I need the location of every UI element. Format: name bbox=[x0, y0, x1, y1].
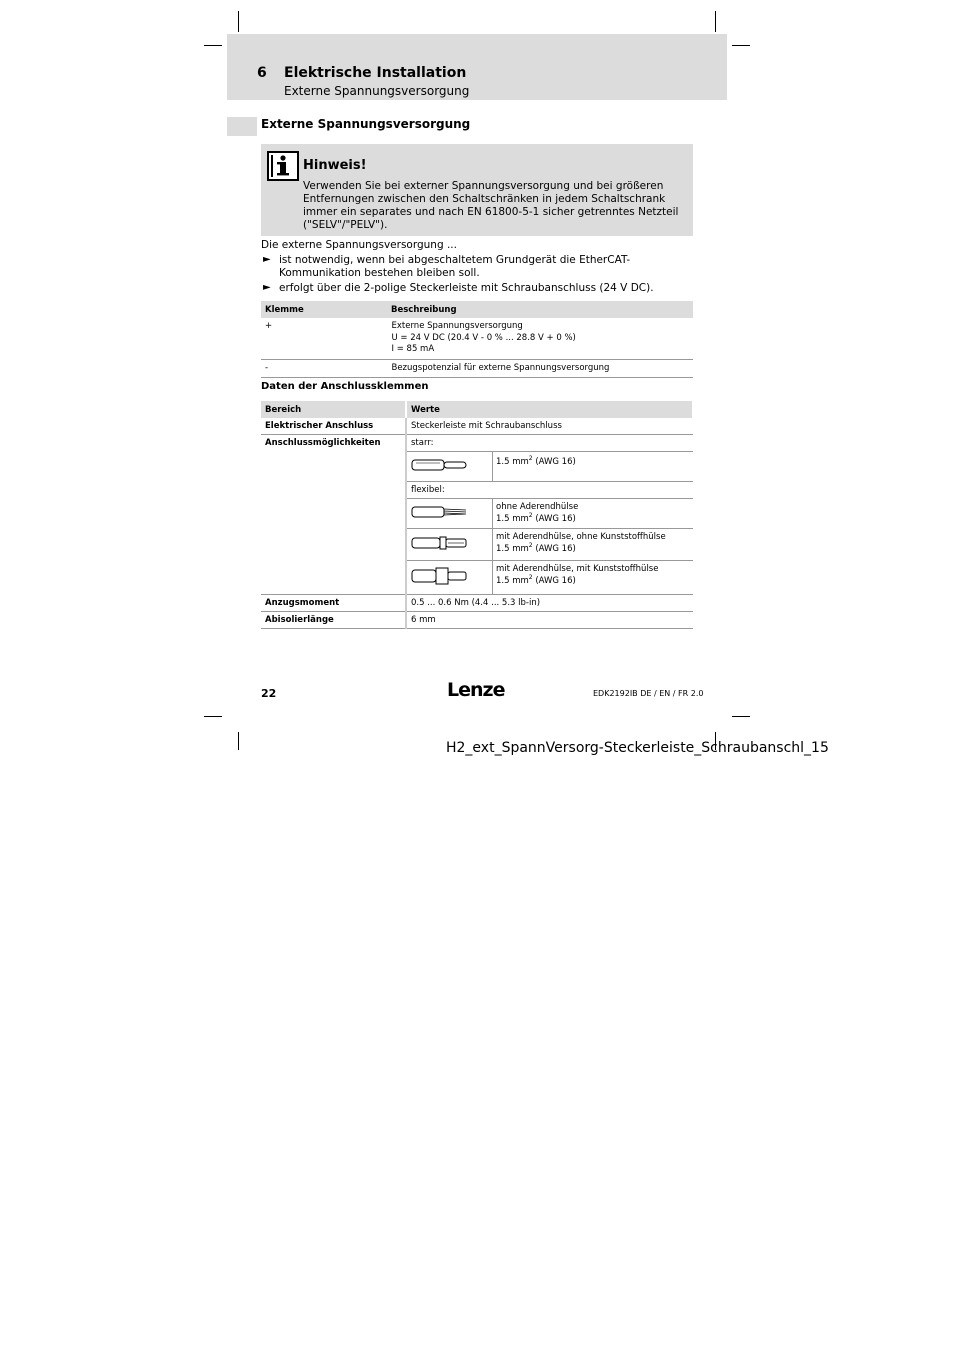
terminal-cell: - bbox=[261, 359, 387, 378]
chapter-title: Elektrische Installation bbox=[284, 65, 467, 81]
list-item bbox=[407, 561, 693, 595]
option-value: mit Aderendhülse, mit Kunststoffhülse 1.5 $mm^2$ (AWG 16) bbox=[493, 561, 694, 595]
crop-mark bbox=[238, 732, 239, 750]
terminal-cell: + bbox=[261, 318, 387, 359]
option-value: ohne Aderendhülse 1.5 $mm^2$ (AWG 16) bbox=[493, 499, 694, 529]
column-header: Bereich bbox=[261, 401, 406, 418]
document-id: EDK2192IB DE / EN / FR 2.0 bbox=[593, 689, 704, 698]
terminal-data-table bbox=[261, 401, 694, 629]
flexible-options bbox=[407, 498, 693, 594]
column-header: Werte bbox=[406, 401, 693, 418]
row-label: Elektrischer Anschluss bbox=[261, 418, 406, 435]
table-row bbox=[261, 359, 693, 378]
connection-options-cell bbox=[406, 435, 693, 595]
table-row bbox=[261, 418, 693, 435]
rigid-options bbox=[407, 451, 693, 481]
table-row bbox=[261, 318, 693, 359]
ferrule-plastic-wire-icon bbox=[407, 561, 493, 595]
description-line: I = 85 mA bbox=[391, 344, 435, 354]
section-marker bbox=[227, 117, 257, 136]
row-value: 6 mm bbox=[406, 612, 693, 629]
list-item bbox=[407, 529, 693, 561]
terminal-table bbox=[261, 301, 693, 378]
flexible-label: flexibel: bbox=[407, 481, 693, 498]
bullet-arrow-icon: ► bbox=[263, 254, 271, 265]
crop-mark bbox=[204, 716, 222, 717]
bullet-arrow-icon: ► bbox=[263, 282, 271, 293]
row-label: Anschlussmöglichkeiten bbox=[261, 435, 406, 595]
crop-mark bbox=[732, 45, 750, 46]
brand-logo: Lenze bbox=[447, 679, 505, 701]
table-header-row bbox=[261, 401, 693, 418]
flexible-wire-icon bbox=[407, 499, 493, 529]
page-number: 22 bbox=[261, 687, 277, 700]
ferrule-wire-icon bbox=[407, 529, 493, 561]
section-title: Externe Spannungsversorgung bbox=[261, 117, 471, 131]
list-item bbox=[407, 499, 693, 529]
crop-mark bbox=[715, 11, 716, 32]
table-header-row bbox=[261, 301, 693, 318]
note-title: Hinweis! bbox=[303, 158, 367, 173]
row-label: Abisolierlänge bbox=[261, 612, 406, 629]
option-value: mit Aderendhülse, ohne Kunststoffhülse 1.5 $mm^2$ (AWG 16) bbox=[493, 529, 694, 561]
row-label: Anzugsmoment bbox=[261, 595, 406, 612]
info-icon bbox=[267, 151, 299, 181]
description-cell bbox=[387, 318, 693, 359]
crop-mark bbox=[238, 11, 239, 32]
rigid-wire-icon bbox=[407, 452, 493, 482]
chapter-number: 6 bbox=[257, 65, 267, 81]
option-value: 1.5 $mm^2$ (AWG 16) bbox=[493, 452, 694, 482]
chapter-subtitle: Externe Spannungsversorgung bbox=[284, 84, 470, 98]
description-line: Externe Spannungsversorgung bbox=[391, 321, 523, 331]
description-line: U = 24 V DC (20.4 V - 0 % ... 28.8 V + 0 %) bbox=[391, 332, 576, 343]
column-header: Beschreibung bbox=[387, 301, 693, 318]
intro-bullet: erfolgt über die 2-polige Steckerleiste mit Schraubanschluss (24 V DC). bbox=[279, 282, 654, 294]
crop-mark bbox=[204, 45, 222, 46]
intro-lead: Die externe Spannungsversorgung ... bbox=[261, 239, 457, 251]
data-section-title: Daten der Anschlussklemmen bbox=[261, 381, 429, 392]
row-value: 0.5 ... 0.6 Nm (4.4 ... 5.3 lb-in) bbox=[406, 595, 693, 612]
description-cell: Bezugspotenzial für externe Spannungsversorgung bbox=[387, 359, 693, 378]
table-row bbox=[261, 595, 693, 612]
reference-label: H2_ext_SpannVersorg-Steckerleiste_Schraubanschl_15 bbox=[446, 740, 829, 756]
table-row bbox=[261, 435, 693, 595]
rigid-label: starr: bbox=[411, 438, 434, 448]
crop-mark bbox=[732, 716, 750, 717]
intro-bullet: ist notwendig, wenn bei abgeschaltetem Grundgerät die EtherCAT-Kommunikation bestehen bleiben soll. bbox=[279, 254, 631, 279]
table-row bbox=[261, 612, 693, 629]
row-value: Steckerleiste mit Schraubanschluss bbox=[406, 418, 693, 435]
list-item bbox=[407, 452, 693, 482]
note-text: Verwenden Sie bei externer Spannungsversorgung und bei größeren Entfernungen zwischen den Schaltschränken in jedem Schaltschrank immer ein separates und nach EN 61800-5-1 sicher getrenntes Netzteil ("SELV"/"PELV"). bbox=[303, 180, 679, 231]
column-header: Klemme bbox=[261, 301, 387, 318]
